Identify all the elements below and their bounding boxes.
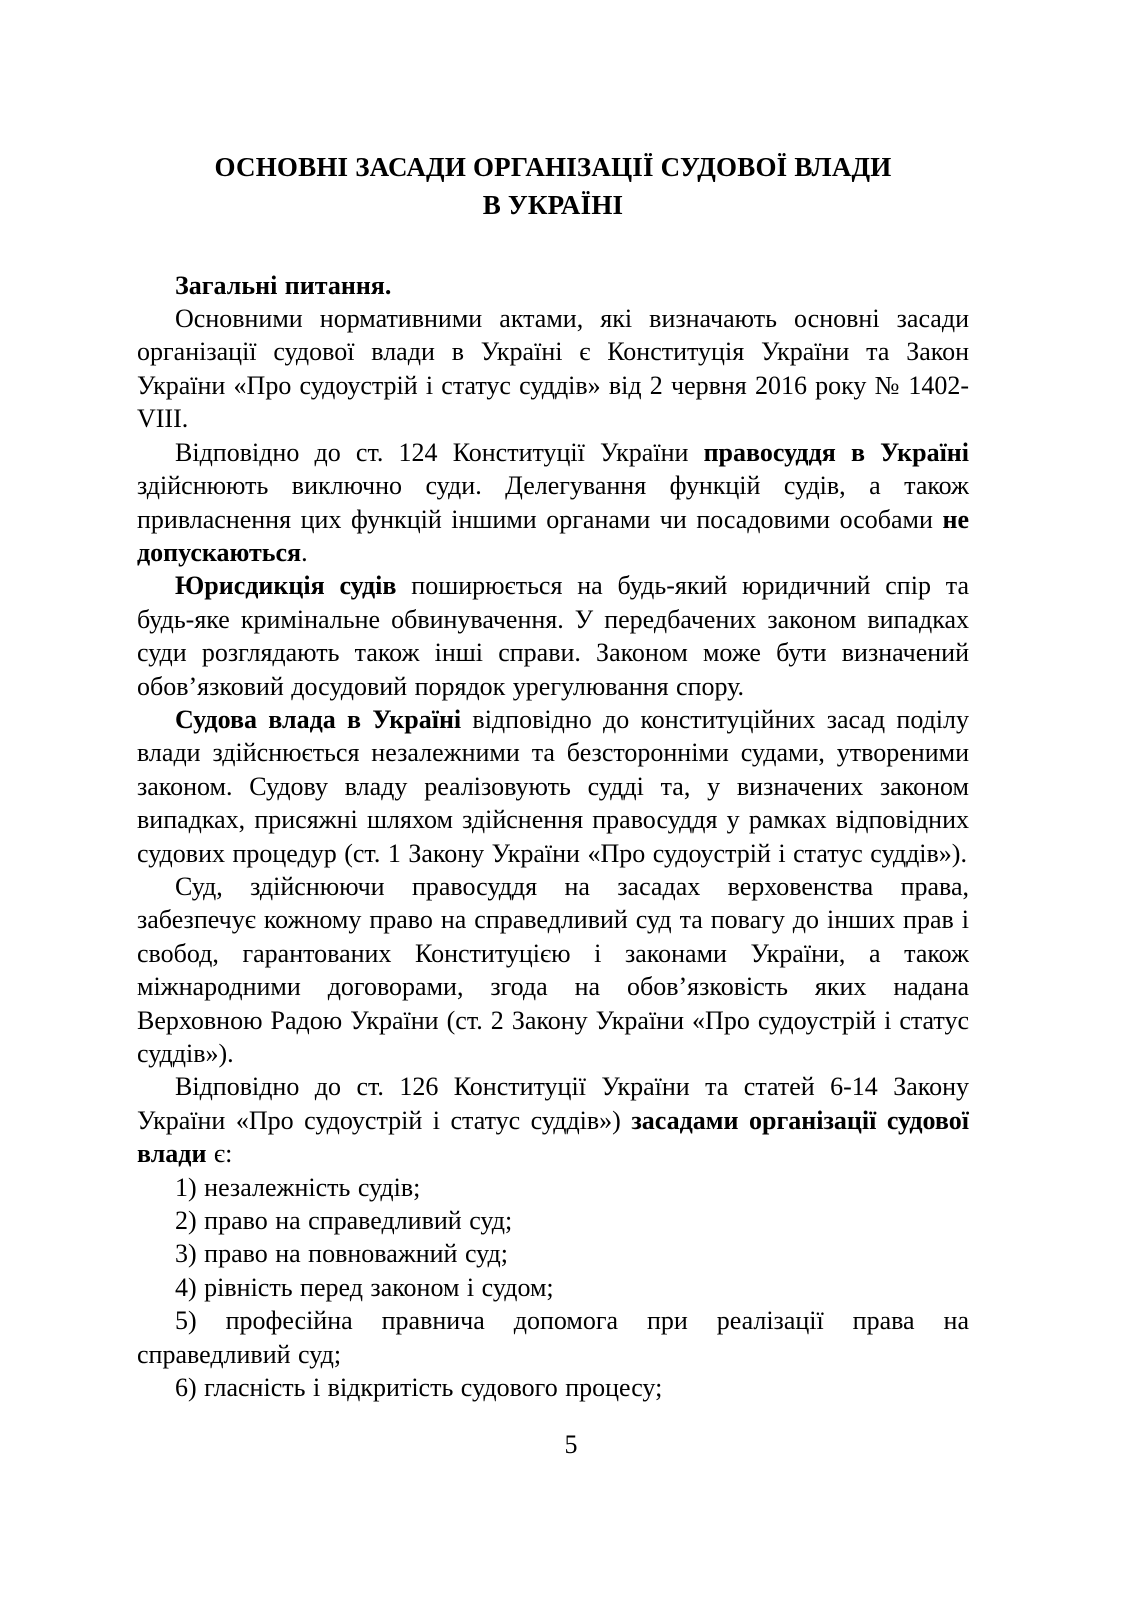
- paragraph: [137, 569, 969, 703]
- paragraph: [137, 1304, 969, 1371]
- text-segment: Суд, здійснюючи правосуддя на засадах верховенства права, забезпечує кожному право на справедливий суд та повагу до інших прав і свобод, гарантованих Конституцією і законами України, а також міжнародними договорами, згода на обов’язковість яких надана Верховною Радою України (ст. 2 Закону України «Про судоустрій і статус суддів»).: [137, 871, 969, 1068]
- text-segment: 3) право на повноважний суд;: [175, 1239, 508, 1269]
- paragraph: [137, 1271, 969, 1304]
- paragraph: [137, 436, 969, 570]
- text-segment: 6) гласність і відкритість судового процесу;: [175, 1373, 663, 1403]
- text-segment: 5) професійна правнича допомога при реалізації права на справедливий суд;: [137, 1306, 969, 1369]
- text-segment: є:: [206, 1139, 233, 1169]
- bold-text-segment: не допускаються: [137, 504, 969, 567]
- paragraph: [137, 1171, 969, 1204]
- paragraph: [137, 1237, 969, 1270]
- page-title: [137, 148, 969, 225]
- paragraph: [137, 269, 969, 302]
- text-segment: 4) рівність перед законом і судом;: [175, 1272, 554, 1302]
- bold-text-segment: засадами організації судової влади: [137, 1105, 969, 1169]
- bold-text-segment: Юрисдикція судів: [175, 571, 397, 601]
- text-segment: Відповідно до ст. 124 Конституції України: [175, 437, 704, 467]
- paragraph: [137, 1204, 969, 1237]
- paragraph: [137, 870, 969, 1070]
- text-segment: .: [301, 537, 308, 567]
- paragraph: [137, 302, 969, 436]
- title-line-2: В УКРАЇНІ: [482, 190, 624, 221]
- bold-text-segment: Судова влада в Україні: [175, 704, 462, 734]
- bold-text-segment: Загальні питання.: [175, 270, 392, 300]
- page-number: 5: [564, 1430, 578, 1459]
- paragraph: [137, 1371, 969, 1404]
- text-segment: Основними нормативними актами, які визначають основні засади організації судової влади в Україні є Конституція України та Закон України «Про судоустрій і статус суддів» від 2 червня 2016 року № 1402-VIII.: [137, 304, 969, 434]
- text-segment: Відповідно до ст. 126 Конституції України та статей 6-14 Закону України «Про судоустрій і статус суддів»): [137, 1072, 969, 1135]
- text-segment: 1) незалежність судів;: [175, 1172, 421, 1202]
- bold-text-segment: правосуддя в Україні: [703, 437, 969, 467]
- title-line-1: ОСНОВНІ ЗАСАДИ ОРГАНІЗАЦІЇ СУДОВОЇ ВЛАДИ: [214, 152, 892, 182]
- paragraph: [137, 1070, 969, 1170]
- document-content: [137, 148, 969, 1404]
- text-segment: відповідно до конституційних засад поділу влади здійснюється незалежними та безсторонніми судами, утвореними законом. Судову владу реалізовують судді та, у визначених законом випадках, присяжні шляхом здійснення правосуддя у рамках відповідних судових процедур (ст. 1 Закону України «Про судоустрій і статус суддів»).: [137, 704, 969, 868]
- text-segment: поширюється на будь-який юридичний спір та будь-яке кримінальне обвинувачення. У передбачених законом випадках суди розглядають також інші справи. Законом може бути визначений обов’язковий досудовий порядок урегулювання спору.: [137, 571, 969, 701]
- paragraph: [137, 703, 969, 870]
- text-segment: 2) право на справедливий суд;: [175, 1206, 513, 1236]
- text-segment: здійснюють виключно суди. Делегування функцій судів, а також привласнення цих функцій іншими органами чи посадовими особами: [137, 471, 969, 534]
- document-body: [137, 269, 969, 1405]
